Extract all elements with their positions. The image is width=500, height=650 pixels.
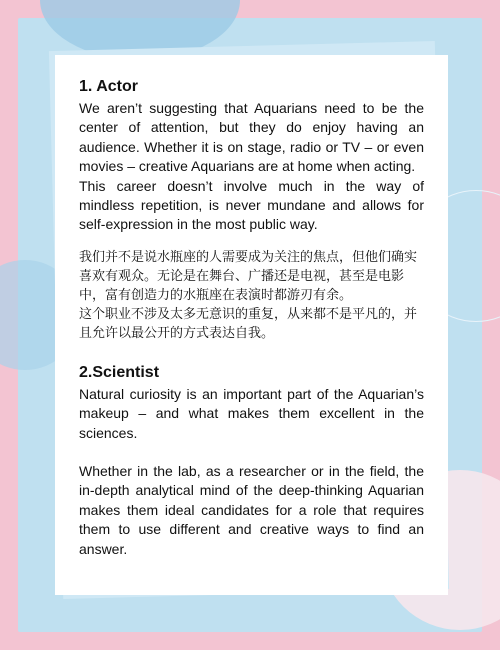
paragraph-cn: 我们并不是说水瓶座的人需要成为关注的焦点，但他们确实喜欢有观众。无论是在舞台、广播还是电视，甚至是电影中，富有创造力的水瓶座在表演时都游刃有余。: [79, 249, 418, 303]
paragraph-en: We aren’t suggesting that Aquarians need to be the center of attention, but they do enjoy having an audience. Whether it is on stage, radio or TV – or even movies – creative Aquarians are at home when acting.: [79, 100, 424, 175]
section-heading: 1. Actor: [79, 78, 138, 95]
paragraph-cn: 这个职业不涉及太多无意识的重复，从来都不是平凡的，并且允许以最公开的方式表达自我。: [79, 306, 418, 341]
article-card: [55, 55, 448, 595]
paragraph-en: This career doesn’t involve much in the way of mindless repetition, is never mundane and allows for self-expression in the most public way.: [79, 177, 424, 233]
section-heading: 2.Scientist: [79, 363, 160, 381]
section-actor: [79, 77, 424, 343]
section-scientist: [79, 363, 424, 559]
paragraph-en: Natural curiosity is an important part of the Aquarian’s makeup – and what makes them excellent in the sciences.: [79, 385, 424, 441]
paragraph-en: Whether in the lab, as a researcher or in the field, the in-depth analytical mind of the deep-thinking Aquarian makes them ideal candidates for a role that requires them to use different and creative ways to find an answer.: [79, 463, 424, 557]
